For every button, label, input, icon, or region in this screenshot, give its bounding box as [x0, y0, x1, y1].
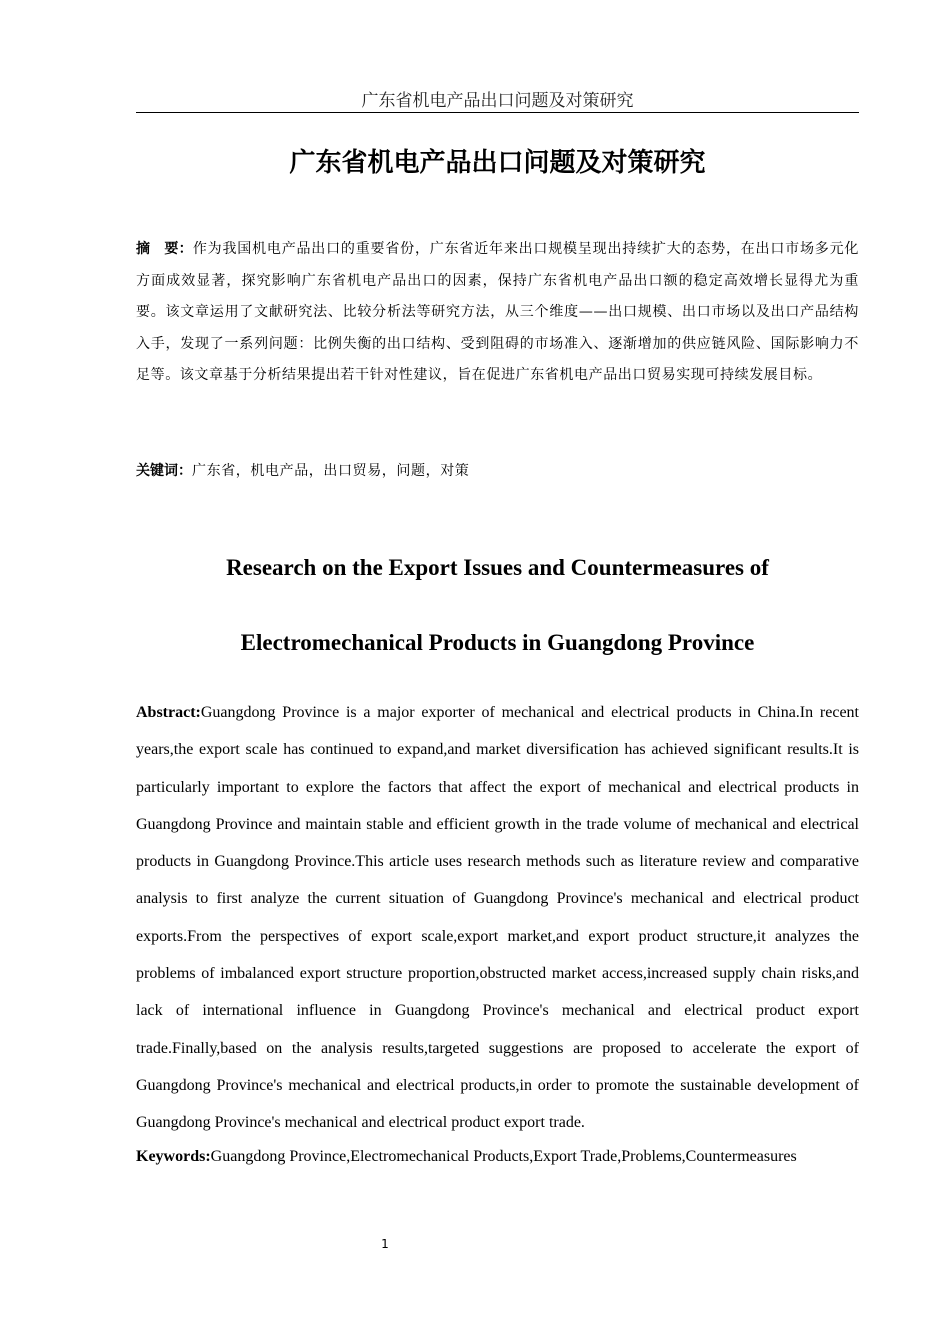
english-keywords-label: Keywords:	[136, 1148, 211, 1165]
english-abstract-text: Guangdong Province is a major exporter of mechanical and electrical products in China.In recent years,the export scale has continued to expand,and market diversification has achieved significant results.It is particularly important to explore the factors that affect the export of mechanical and electrical products in Guangdong Province and maintain stable and efficient growth in the trade volume of mechanical and electrical products in Guangdong Province.This article uses research methods such as literature review and comparative analysis to first analyze the current situation of Guangdong Province's mechanical and electrical product exports.From the perspectives of export scale,export market,and export product structure,it analyzes the problems of imbalanced export structure proportion,obstructed market access,increased supply chain risks,and lack of international influence in Guangdong Province's mechanical and electrical product export trade.Finally,based on the analysis results,targeted suggestions are proposed to accelerate the export of Guangdong Province's mechanical and electrical products,in order to promote the sustainable development of Guangdong Province's mechanical and electrical product export trade.	[136, 704, 859, 1132]
english-keywords-text: Guangdong Province,Electromechanical Products,Export Trade,Problems,Countermeasures	[210, 1148, 797, 1165]
chinese-abstract-text: 作为我国机电产品出口的重要省份，广东省近年来出口规模呈现出持续扩大的态势，在出口市场多元化方面成效显著，探究影响广东省机电产品出口的因素，保持广东省机电产品出口额的稳定高效增长显得尤为重要。该文章运用了文献研究法、比较分析法等研究方法，从三个维度——出口规模、出口市场以及出口产品结构入手，发现了一系列问题：比例失衡的出口结构、受到阻碍的市场准入、逐渐增加的供应链风险、国际影响力不足等。该文章基于分析结果提出若干针对性建议，旨在促进广东省机电产品出口贸易实现可持续发展目标。	[136, 241, 860, 383]
chinese-keywords-text: 广东省，机电产品，出口贸易，问题，对策	[192, 463, 470, 479]
english-title	[136, 530, 859, 680]
english-abstract	[136, 694, 859, 1142]
english-title-line-2: Electromechanical Products in Guangdong Province	[240, 630, 755, 655]
english-abstract-label: Abstract:	[136, 704, 201, 721]
english-title-line-1: Research on the Export Issues and Countermeasures of	[226, 555, 769, 580]
chinese-abstract-label: 摘 要：	[136, 241, 193, 257]
chinese-keywords	[136, 458, 859, 484]
chinese-keywords-label: 关键词：	[136, 463, 192, 479]
chinese-abstract	[136, 234, 859, 392]
running-header: 广东省机电产品出口问题及对策研究	[136, 90, 859, 113]
page-number: 1	[381, 1237, 389, 1251]
english-keywords	[136, 1144, 859, 1170]
chinese-title: 广东省机电产品出口问题及对策研究	[289, 148, 706, 178]
